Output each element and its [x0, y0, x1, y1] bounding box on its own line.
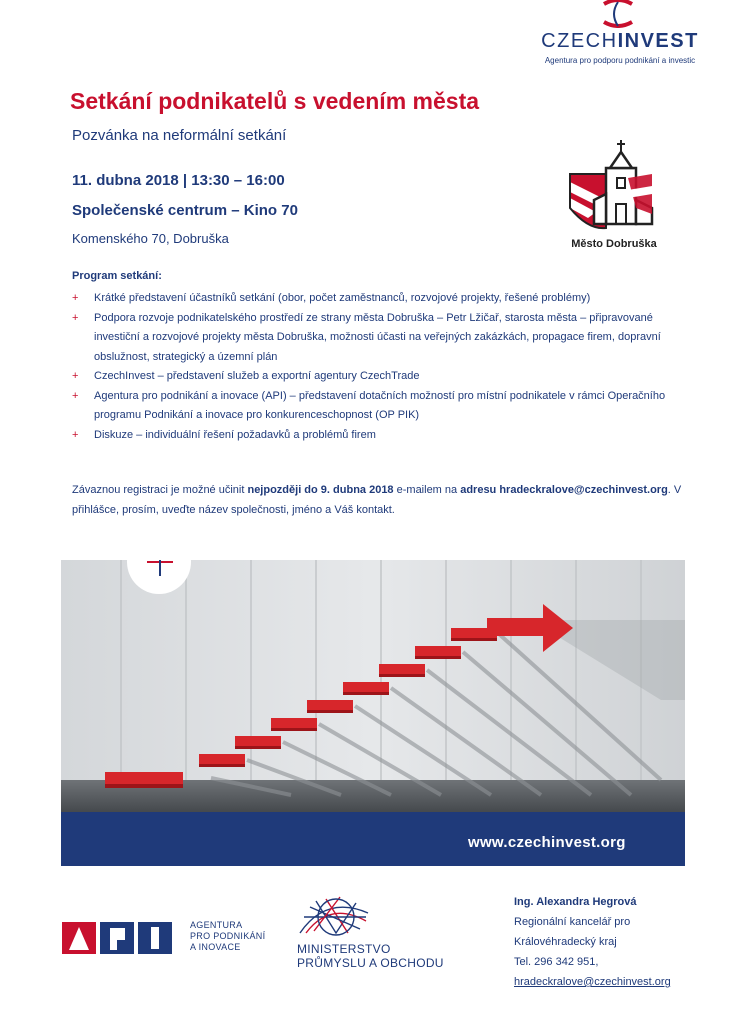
- contact-block: [514, 892, 671, 992]
- registration-part: . V přihlášce, prosím, uveďte název společnosti, jméno a Váš kontakt.: [72, 484, 682, 516]
- czechinvest-mark-icon: [596, 0, 640, 28]
- list-item: [72, 289, 692, 309]
- website-url[interactable]: www.czechinvest.org: [468, 834, 626, 851]
- list-item: [72, 367, 692, 387]
- registration-part: e-mailem na: [393, 484, 461, 496]
- bullet-plus-icon: +: [72, 311, 79, 324]
- czechinvest-wordmark: [530, 30, 710, 53]
- registration-email-link[interactable]: adresu hradeckralove@czechinvest.org: [460, 484, 668, 496]
- registration-text: [72, 480, 712, 520]
- program-list: [72, 289, 692, 445]
- api-name-line: PRO PODNIKÁNÍ: [190, 931, 266, 941]
- registration-deadline: nejpozději do 9. dubna 2018: [247, 484, 394, 496]
- bullet-plus-icon: +: [72, 428, 79, 441]
- contact-office: Regionální kancelář pro: [514, 916, 631, 928]
- event-datetime: 11. dubna 2018 | 13:30 – 16:00: [72, 172, 285, 189]
- api-name-line: AGENTURA: [190, 920, 243, 930]
- contact-region: Královéhradecký kraj: [514, 936, 617, 948]
- contact-phone: Tel. 296 342 951,: [514, 956, 599, 968]
- list-item-text: CzechInvest – představení služeb a exportní agentury CzechTrade: [94, 370, 420, 382]
- wordmark-czech: CZECH: [541, 30, 618, 52]
- contact-email-link[interactable]: hradeckralove@czechinvest.org: [514, 976, 671, 988]
- list-item-text: Podpora rozvoje podnikatelského prostředí ze strany města Dobruška – Petr Lžičař, starosta města – připravované investiční a rozvojové projekty města Dobruška, možnosti účasti na veřejných zakázkách, propagace firem, dopravní obslužnost, strategický a územní plán: [94, 311, 661, 363]
- wordmark-invest: INVEST: [617, 30, 699, 52]
- town-label: Město Dobruška: [571, 238, 657, 250]
- list-item: [72, 309, 692, 368]
- registration-part: Závaznou registraci je možné učinit: [72, 484, 248, 496]
- mpo-name-line2: PRŮMYSLU A OBCHODU: [297, 956, 444, 970]
- czechinvest-tagline: Agentura pro podporu podnikání a investic: [544, 56, 696, 65]
- event-subtitle: Pozvánka na neformální setkání: [72, 127, 287, 144]
- api-logo-icon: [62, 922, 177, 954]
- czechinvest-logo: [530, 0, 710, 72]
- event-venue: Společenské centrum – Kino 70: [72, 202, 298, 219]
- list-item: [72, 387, 692, 426]
- bullet-plus-icon: +: [72, 370, 79, 382]
- api-name-line: A INOVACE: [190, 942, 241, 952]
- bullet-plus-icon: +: [72, 389, 79, 402]
- contact-name: Ing. Alexandra Hegrová: [514, 896, 637, 908]
- bullet-plus-icon: +: [72, 292, 79, 304]
- mpo-name-line1: MINISTERSTVO: [297, 942, 391, 956]
- list-item: [72, 426, 692, 446]
- event-title: Setkání podnikatelů s vedením města: [70, 88, 480, 114]
- program-title: Program setkání:: [72, 270, 162, 282]
- list-item-text: Diskuze – individuální řešení požadavků a problémů firem: [94, 428, 376, 441]
- api-name: [190, 920, 265, 953]
- hero-stairs-image: [61, 560, 685, 866]
- list-item-text: Krátké představení účastníků setkání (obor, počet zaměstnanců, rozvojové projekty, řešené problémy): [94, 292, 591, 304]
- list-item-text: Agentura pro podnikání a inovace (API) – představení dotačních možností pro místní podnikatele v rámci Operačního programu Podnikání a inovace pro konkurenceschopnost (OP PIK): [94, 389, 666, 421]
- event-address: Komenského 70, Dobruška: [72, 231, 229, 246]
